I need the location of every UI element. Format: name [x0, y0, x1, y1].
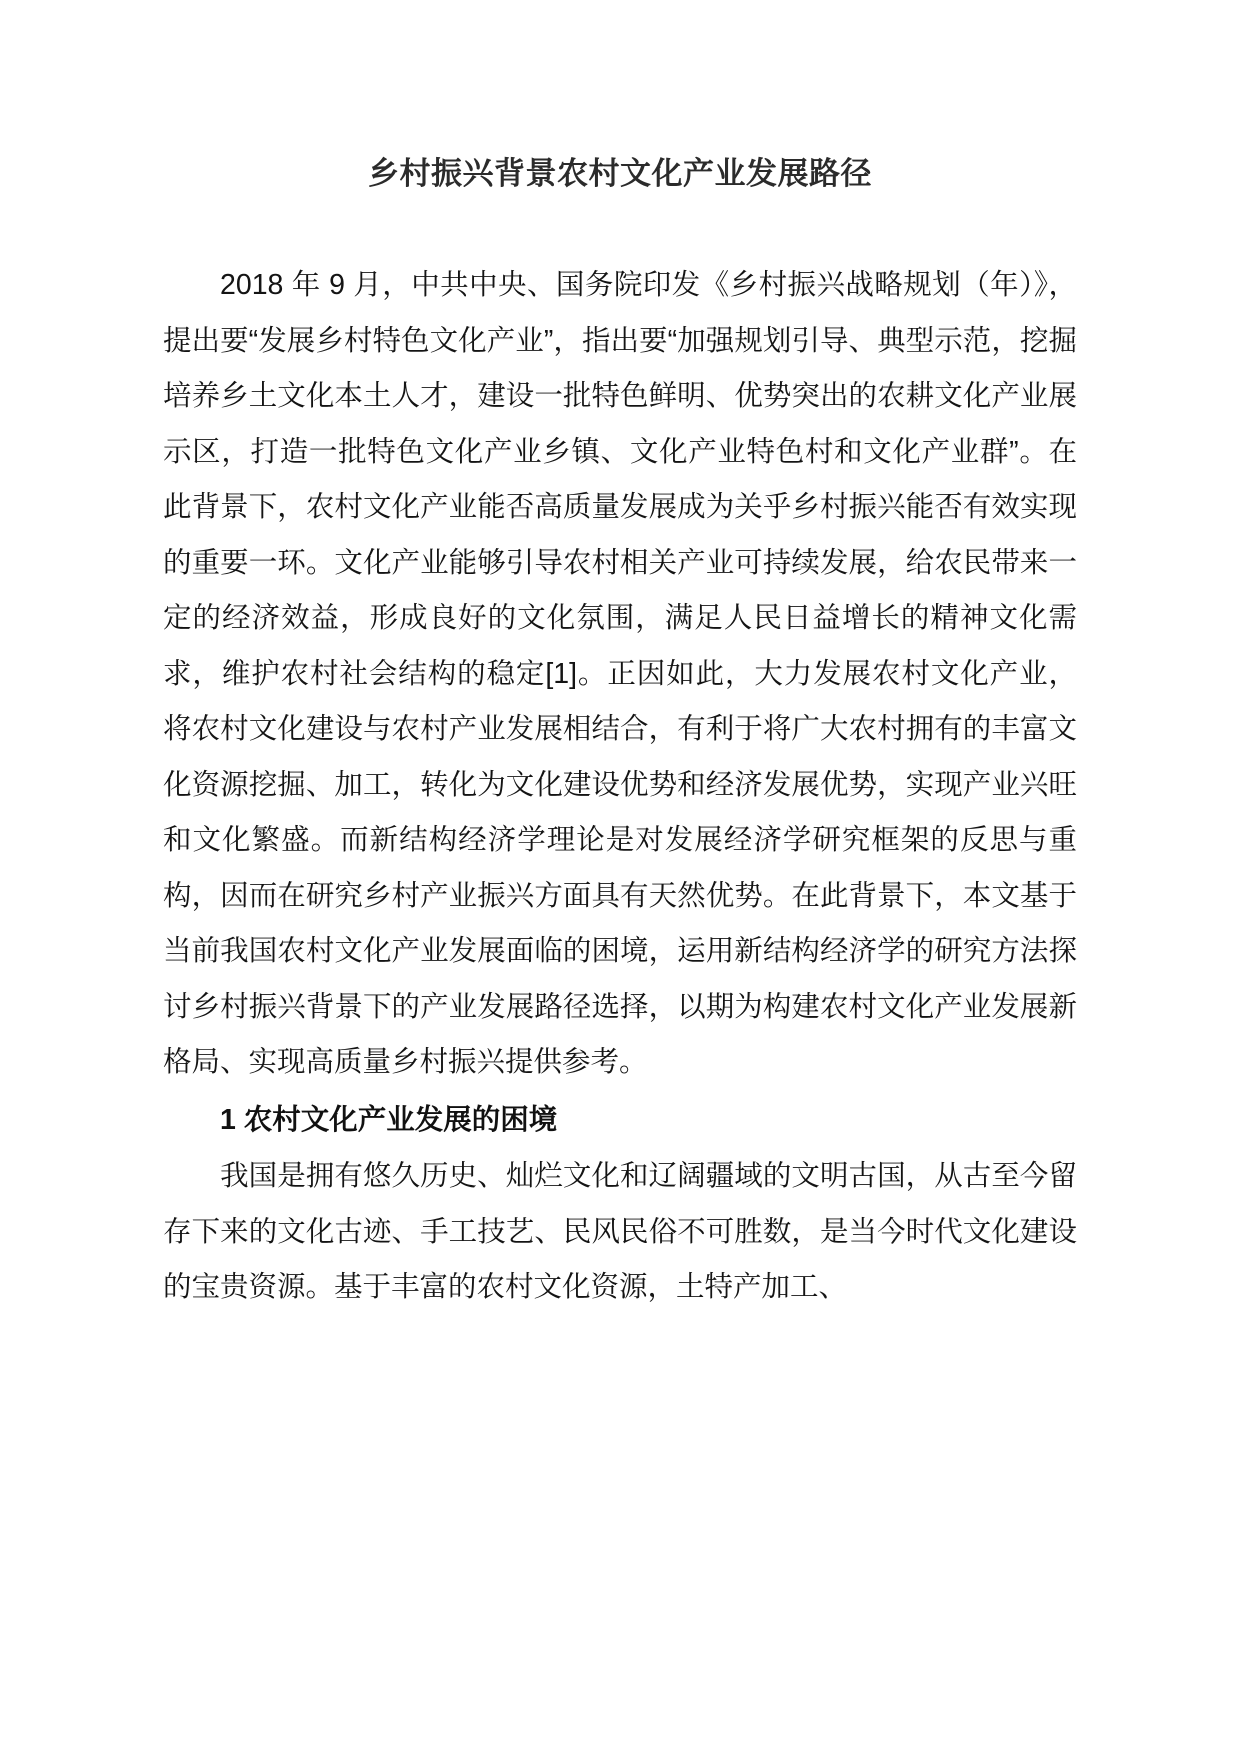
- section-heading-1: 1 农村文化产业发展的困境: [220, 1103, 558, 1136]
- page-title: 乡村振兴背景农村文化产业发展路径: [368, 156, 872, 191]
- paragraph-text: 我国是拥有悠久历史、灿烂文化和辽阔疆域的文明古国，从古至今留存下来的文化古迹、手工技艺、民风民俗不可胜数，是当今时代文化建设的宝贵资源。基于丰富的农村文化资源，土特产加工、: [163, 1160, 1077, 1303]
- paragraph-text: 2018 年 9 月，中共中央、国务院印发《乡村振兴战略规划（年）》，提出要“发展乡村特色文化产业”，指出要“加强规划引导、典型示范，挖掘培养乡土文化本土人才，建设一批特色鲜明、优势突出的农耕文化产业展示区，打造一批特色文化产业乡镇、文化产业特色村和文化产业群”。在此背景下，农村文化产业能否高质量发展成为关乎乡村振兴能否有效实现的重要一环。文化产业能够引导农村相关产业可持续发展，给农民带来一定的经济效益，形成良好的文化氛围，满足人民日益增长的精神文化需求，维护农村社会结构的稳定[1]。正因如此，大力发展农村文化产业，将农村文化建设与农村产业发展相结合，有利于将广大农村拥有的丰富文化资源挖掘、加工，转化为文化建设优势和经济发展优势，实现产业兴旺和文化繁盛。而新结构经济学理论是对发展经济学研究框架的反思与重构，因而在研究乡村产业振兴方面具有天然优势。在此背景下，本文基于当前我国农村文化产业发展面临的困境，运用新结构经济学的研究方法探讨乡村振兴背景下的产业发展路径选择，以期为构建农村文化产业发展新格局、实现高质量乡村振兴提供参考。: [163, 269, 1077, 1078]
- paragraph-intro: [163, 258, 1077, 1091]
- page-content: [163, 0, 1077, 1316]
- document-body: [163, 258, 1077, 1316]
- paragraph-section-1: [163, 1149, 1077, 1316]
